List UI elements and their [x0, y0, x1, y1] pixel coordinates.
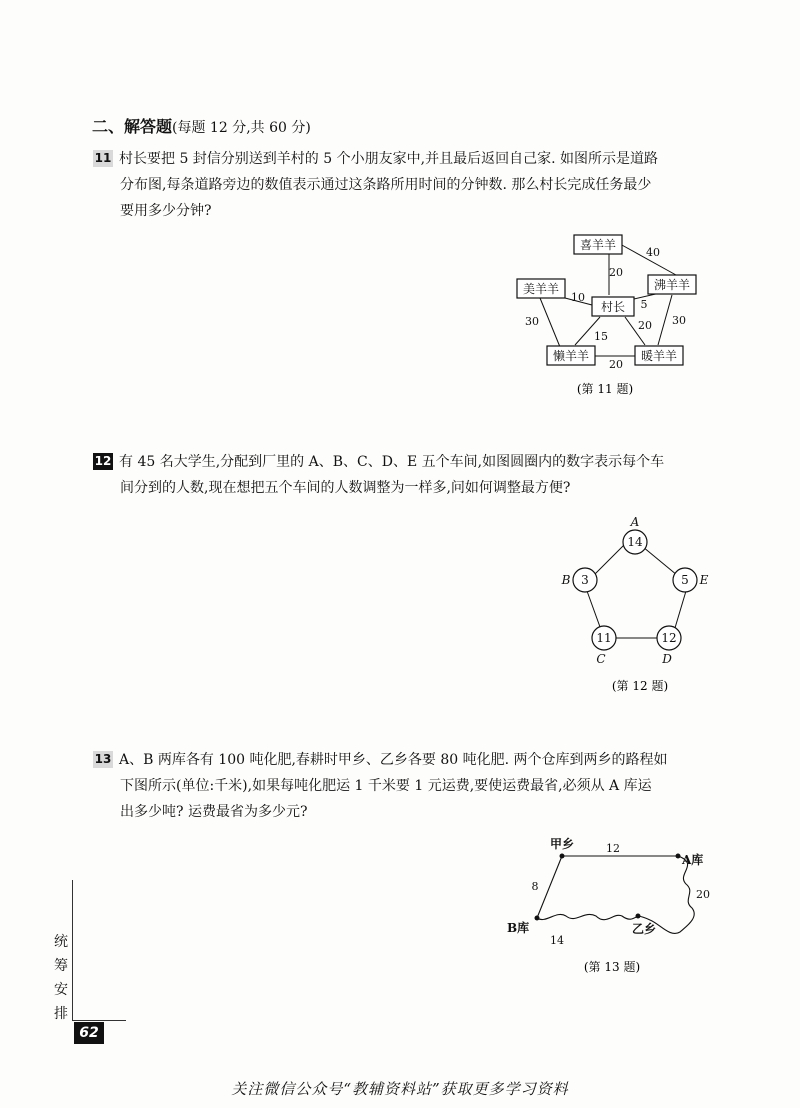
node-value-b: 3: [581, 573, 589, 587]
edge-label: 20: [609, 358, 623, 371]
node-mei: 美羊羊: [522, 282, 560, 296]
question-13: [93, 747, 718, 825]
question-11: [93, 146, 718, 224]
edge-label: 20: [609, 266, 623, 279]
figure-caption: (第 13 题): [583, 960, 641, 974]
distance-label: 12: [606, 842, 620, 855]
point-yi: [636, 914, 641, 919]
distance-label: 8: [531, 880, 539, 893]
node-value-c: 11: [596, 631, 612, 645]
question-text: 有 45 名大学生,分配到厂里的 A、B、C、D、E 五个车间,如图圆圈内的数字表示每个车: [119, 454, 665, 470]
road-b-yi: [537, 914, 638, 919]
question-line: 分布图,每条道路旁边的数值表示通过这条路所用时间的分钟数. 那么村长完成任务最少: [120, 177, 652, 193]
question-line: [93, 146, 718, 172]
node-value-e: 5: [681, 573, 689, 587]
node-label-a: A: [630, 515, 640, 529]
edge-label: 20: [638, 319, 652, 332]
node-fei: 沸羊羊: [653, 278, 691, 292]
question-line: 间分到的人数,现在想把五个车间的人数调整为一样多,问如何调整最方便?: [120, 480, 571, 496]
page-number: 62: [74, 1022, 104, 1044]
question-12: [93, 449, 718, 501]
road-fei-nuan: [658, 295, 672, 345]
question-line: 要用多少分钟?: [120, 203, 212, 219]
node-label-d: D: [662, 652, 672, 666]
node-label-e: E: [699, 573, 709, 587]
place-a: A库: [682, 853, 704, 867]
question-line: [93, 747, 718, 773]
place-jia: 甲乡: [550, 837, 575, 851]
node-label-c: C: [596, 652, 606, 666]
edge-label: 30: [525, 315, 539, 328]
node-nuan: 暖羊羊: [640, 349, 678, 363]
point-jia: [560, 854, 565, 859]
node-label-b: B: [561, 573, 571, 587]
question-line: 下图所示(单位:千米),如果每吨化肥运 1 千米要 1 元运费,要使运费最省,必须从 A 库运: [120, 778, 652, 794]
place-yi: 乙乡: [632, 922, 657, 936]
figure-12-pentagon: [555, 510, 725, 700]
side-chapter-label: [54, 930, 68, 1026]
margin-rule-horizontal: [72, 1020, 126, 1021]
figure-caption: (第 12 题): [611, 679, 669, 693]
node-cunzhang: 村长: [600, 300, 626, 314]
edge-label: 10: [571, 291, 585, 304]
section-title-text: 二、解答题: [92, 117, 173, 136]
section-title: [92, 114, 311, 137]
question-number: 11: [94, 151, 112, 165]
road-jia-b: [537, 856, 562, 918]
edge-label: 15: [594, 330, 608, 343]
question-number: 13: [94, 752, 112, 766]
node-value-a: 14: [627, 535, 643, 549]
question-line: 出多少吨? 运费最省为多少元?: [120, 804, 308, 820]
point-b: [535, 916, 540, 921]
road-mei-lan: [540, 298, 560, 347]
distance-label: 14: [550, 934, 564, 947]
figure-13-route-map: [500, 830, 725, 980]
edge-label: 5: [640, 298, 648, 311]
edge-label: 40: [646, 246, 660, 259]
question-number: 12: [94, 454, 112, 468]
section-score-note: (每题 12 分,共 60 分): [172, 120, 311, 136]
figure-11-road-map: [500, 225, 710, 405]
distance-label: 20: [696, 888, 710, 901]
question-text: A、B 两库各有 100 吨化肥,春耕时甲乡、乙乡各要 80 吨化肥. 两个仓库到两乡的路程如: [119, 752, 668, 768]
node-xi: 喜羊羊: [579, 238, 617, 252]
margin-rule-vertical: [72, 880, 73, 1020]
node-value-d: 12: [661, 631, 677, 645]
node-lan: 懒羊羊: [552, 349, 590, 363]
side-label-char: 统: [54, 934, 68, 950]
side-label-char: 筹: [54, 958, 68, 974]
question-line: [93, 449, 718, 475]
side-label-char: 安: [54, 982, 68, 998]
place-b: B库: [507, 921, 530, 935]
side-label-char: 排: [54, 1006, 68, 1022]
figure-caption: (第 11 题): [576, 382, 634, 396]
question-text: 村长要把 5 封信分别送到羊村的 5 个小朋友家中,并且最后返回自己家. 如图所示是道路: [119, 151, 658, 167]
footer-note: 关注微信公众号“教辅资料站”获取更多学习资料: [231, 1080, 569, 1098]
edge-label: 30: [672, 314, 686, 327]
point-a: [676, 854, 681, 859]
